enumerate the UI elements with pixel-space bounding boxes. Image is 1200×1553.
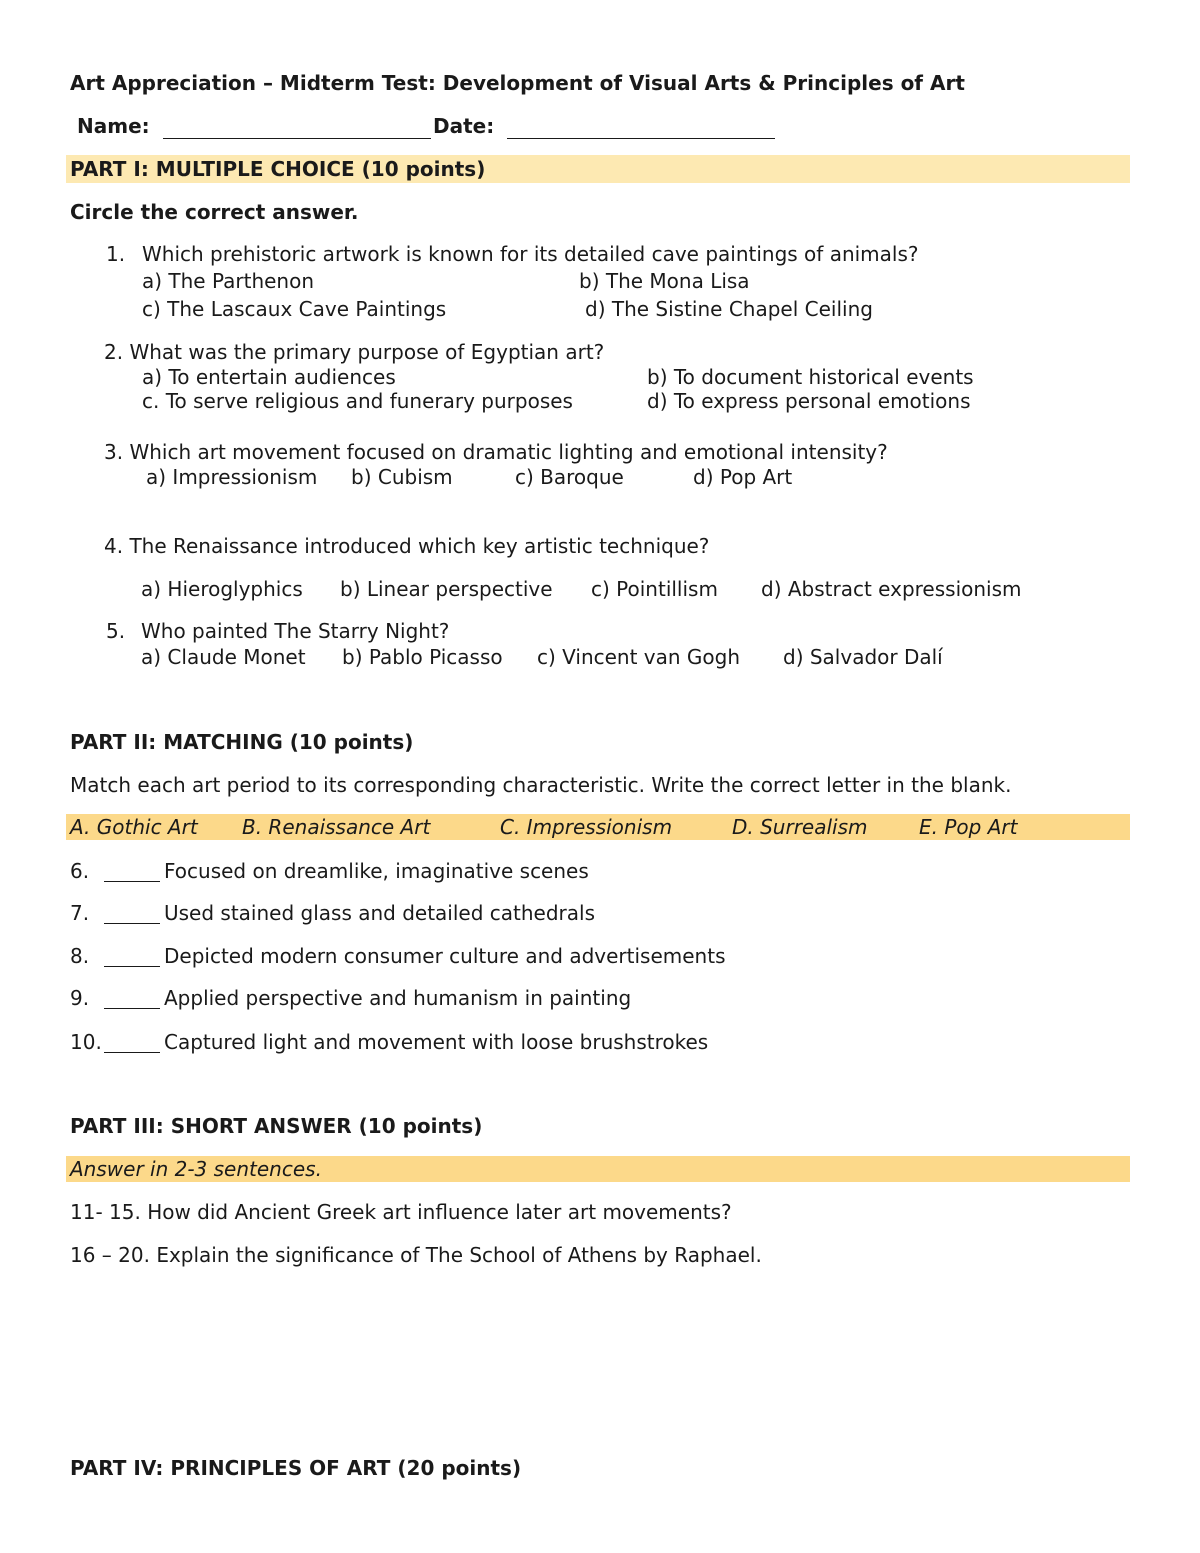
item8-number: 8. bbox=[70, 944, 90, 968]
q4-option-b[interactable]: b) Linear perspective bbox=[340, 577, 553, 601]
q1-option-a[interactable]: a) The Parthenon bbox=[142, 269, 315, 293]
item8-text: Depicted modern consumer culture and advertisements bbox=[164, 944, 726, 968]
part1-heading: PART I: MULTIPLE CHOICE (10 points) bbox=[70, 157, 486, 181]
name-label: Name: bbox=[77, 114, 150, 138]
part2-instruction: Match each art period to its corresponding characteristic. Write the correct letter in the blank. bbox=[70, 773, 1012, 797]
q4-option-d[interactable]: d) Abstract expressionism bbox=[761, 577, 1022, 601]
date-field[interactable] bbox=[507, 118, 775, 139]
part1-instruction: Circle the correct answer. bbox=[70, 200, 359, 224]
q1-option-c[interactable]: c) The Lascaux Cave Paintings bbox=[142, 297, 447, 321]
q5-text: Who painted The Starry Night? bbox=[141, 619, 450, 643]
date-label: Date: bbox=[433, 114, 495, 138]
q3-option-a[interactable]: a) Impressionism bbox=[146, 465, 318, 489]
q3-option-d[interactable]: d) Pop Art bbox=[693, 465, 793, 489]
page-title: Art Appreciation – Midterm Test: Development of Visual Arts & Principles of Art bbox=[70, 71, 965, 95]
choice-d: D. Surrealism bbox=[732, 815, 868, 839]
choice-e: E. Pop Art bbox=[919, 815, 1018, 839]
item6-text: Focused on dreamlike, imaginative scenes bbox=[164, 859, 589, 883]
q4-option-c[interactable]: c) Pointillism bbox=[591, 577, 718, 601]
item8-blank[interactable] bbox=[104, 948, 160, 967]
q1-option-b[interactable]: b) The Mona Lisa bbox=[579, 269, 750, 293]
q3-option-c[interactable]: c) Baroque bbox=[515, 465, 624, 489]
item9-blank[interactable] bbox=[104, 990, 160, 1009]
part3-heading: PART III: SHORT ANSWER (10 points) bbox=[70, 1114, 483, 1138]
q2-option-c[interactable]: c. To serve religious and funerary purposes bbox=[142, 389, 573, 413]
part4-heading: PART IV: PRINCIPLES OF ART (20 points) bbox=[70, 1456, 522, 1480]
choice-a: A. Gothic Art bbox=[70, 815, 198, 839]
q5-option-a[interactable]: a) Claude Monet bbox=[141, 645, 306, 669]
item9-number: 9. bbox=[70, 986, 90, 1010]
q2-option-d[interactable]: d) To express personal emotions bbox=[647, 389, 971, 413]
q4-option-a[interactable]: a) Hieroglyphics bbox=[141, 577, 303, 601]
item6-number: 6. bbox=[70, 859, 90, 883]
part3-instruction: Answer in 2-3 sentences. bbox=[70, 1157, 322, 1181]
q4-text: 4. The Renaissance introduced which key artistic technique? bbox=[104, 534, 710, 558]
q5-number: 5. bbox=[106, 619, 126, 643]
name-field[interactable] bbox=[163, 118, 431, 139]
q2-option-a[interactable]: a) To entertain audiences bbox=[142, 365, 396, 389]
item7-text: Used stained glass and detailed cathedrals bbox=[164, 901, 596, 925]
item10-text: Captured light and movement with loose brushstrokes bbox=[164, 1030, 709, 1054]
q1-option-d[interactable]: d) The Sistine Chapel Ceiling bbox=[585, 297, 873, 321]
choice-b: B. Renaissance Art bbox=[242, 815, 431, 839]
choice-c: C. Impressionism bbox=[500, 815, 673, 839]
q5-option-d[interactable]: d) Salvador Dalí bbox=[783, 645, 943, 669]
q2-text: 2. What was the primary purpose of Egyptian art? bbox=[104, 340, 605, 364]
short-answer-q1: 11- 15. How did Ancient Greek art influence later art movements? bbox=[70, 1200, 732, 1224]
item10-blank[interactable] bbox=[104, 1034, 160, 1053]
q3-option-b[interactable]: b) Cubism bbox=[351, 465, 453, 489]
item10-number: 10. bbox=[70, 1030, 102, 1054]
q1-number: 1. bbox=[106, 242, 126, 266]
short-answer-q2: 16 – 20. Explain the significance of The School of Athens by Raphael. bbox=[70, 1243, 762, 1267]
item7-blank[interactable] bbox=[104, 905, 160, 924]
q5-option-c[interactable]: c) Vincent van Gogh bbox=[537, 645, 741, 669]
q3-text: 3. Which art movement focused on dramatic lighting and emotional intensity? bbox=[104, 440, 888, 464]
q2-option-b[interactable]: b) To document historical events bbox=[647, 365, 974, 389]
part2-heading: PART II: MATCHING (10 points) bbox=[70, 730, 414, 754]
q1-text: Which prehistoric artwork is known for its detailed cave paintings of animals? bbox=[142, 242, 919, 266]
item7-number: 7. bbox=[70, 901, 90, 925]
item9-text: Applied perspective and humanism in painting bbox=[164, 986, 632, 1010]
q5-option-b[interactable]: b) Pablo Picasso bbox=[342, 645, 503, 669]
item6-blank[interactable] bbox=[104, 863, 160, 882]
